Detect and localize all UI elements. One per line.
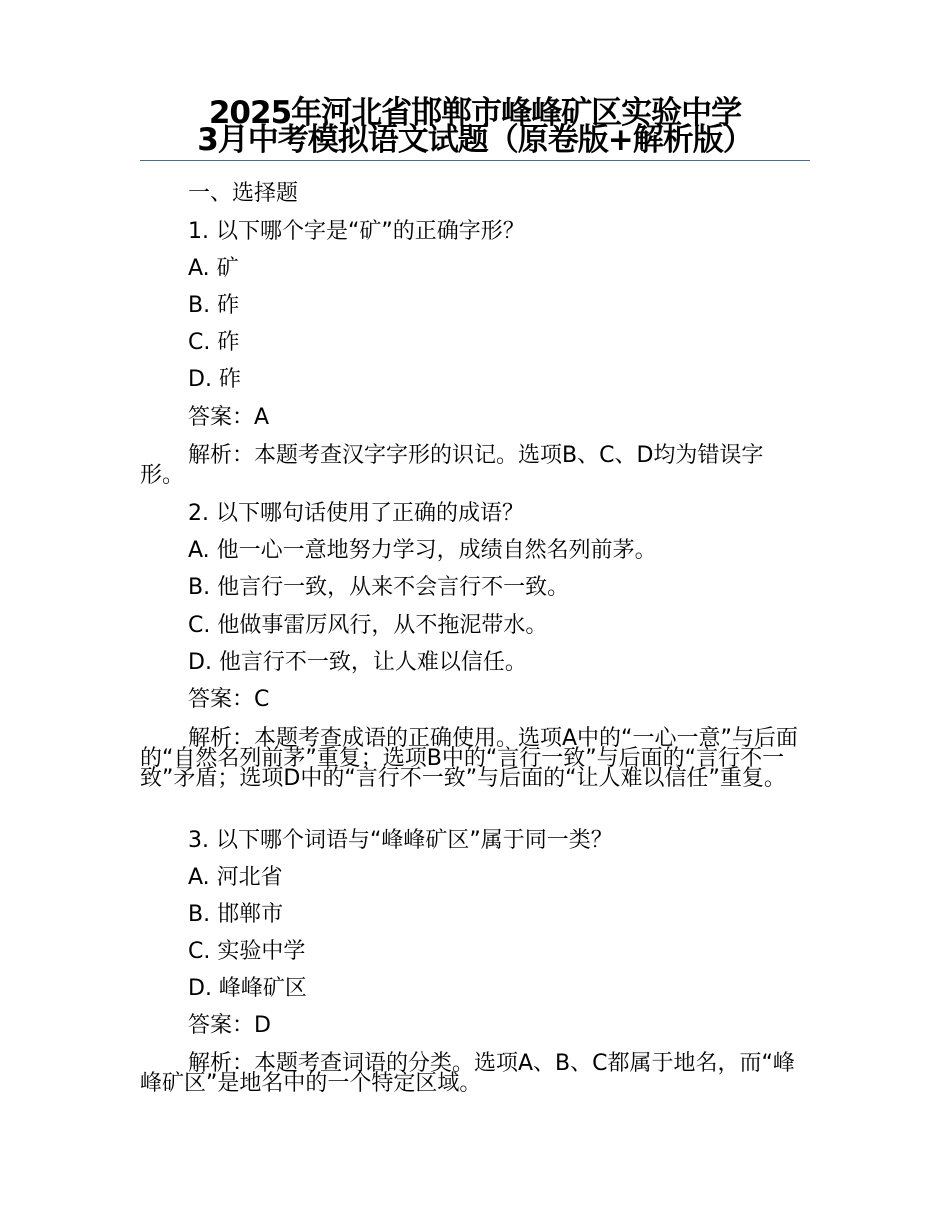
question-2-stem: 2. 以下哪句话使用了正确的成语？ [188, 501, 524, 526]
question-2-answer: 答案：C [188, 687, 270, 712]
question-1-stem: 1. 以下哪个字是“矿”的正确字形？ [188, 219, 525, 244]
question-1-analysis: 解析：本题考查汉字字形的识记。选项B、C、D均为错误字形。 [140, 443, 764, 488]
question-1-option-b: B. 砟 [188, 293, 240, 318]
question-3-option-c: C. 实验中学 [188, 939, 306, 964]
question-3-option-d: D. 峰峰矿区 [188, 976, 307, 1001]
question-3-answer: 答案：D [188, 1013, 271, 1038]
question-1-option-c: C. 砟 [188, 330, 240, 355]
question-2-option-a: A. 他一心一意地努力学习，成绩自然名列前茅。 [188, 538, 657, 563]
question-2-option-c: C. 他做事雷厉风行，从不拖泥带水。 [188, 613, 548, 638]
question-3-analysis: 解析：本题考查词语的分类。选项A、B、C都属于地名，而“峰峰矿区”是地名中的一个特定区域。 [140, 1051, 795, 1096]
question-3-stem: 3. 以下哪个词语与“峰峰矿区”属于同一类？ [188, 828, 613, 853]
title-line-1: 2025年河北省邯郸市峰峰矿区实验中学 [208, 95, 742, 131]
question-2-option-b: B. 他言行一致，从来不会言行不一致。 [188, 575, 570, 600]
section-heading: 一、选择题 [188, 181, 299, 206]
question-3-option-a: A. 河北省 [188, 865, 283, 890]
question-1-option-d: D. 砟 [188, 367, 241, 392]
question-3-option-b: B. 邯郸市 [188, 902, 284, 927]
title-underline [140, 160, 810, 161]
question-1-option-a: A. 矿 [188, 256, 239, 281]
question-2-option-d: D. 他言行不一致，让人难以信任。 [188, 650, 527, 675]
question-1-answer: 答案：A [188, 405, 270, 430]
title-line-2: 3月中考模拟语文试题（原卷版+解析版） [197, 122, 753, 158]
document-title [140, 95, 810, 158]
question-2-analysis: 解析：本题考查成语的正确使用。选项A中的“一心一意”与后面的“自然名列前茅”重复；选项B中的“言行一致”与后面的“言行不一致”矛盾；选项D中的“言行不一致”与后面的“让人难以信任”重复。 [140, 726, 798, 791]
